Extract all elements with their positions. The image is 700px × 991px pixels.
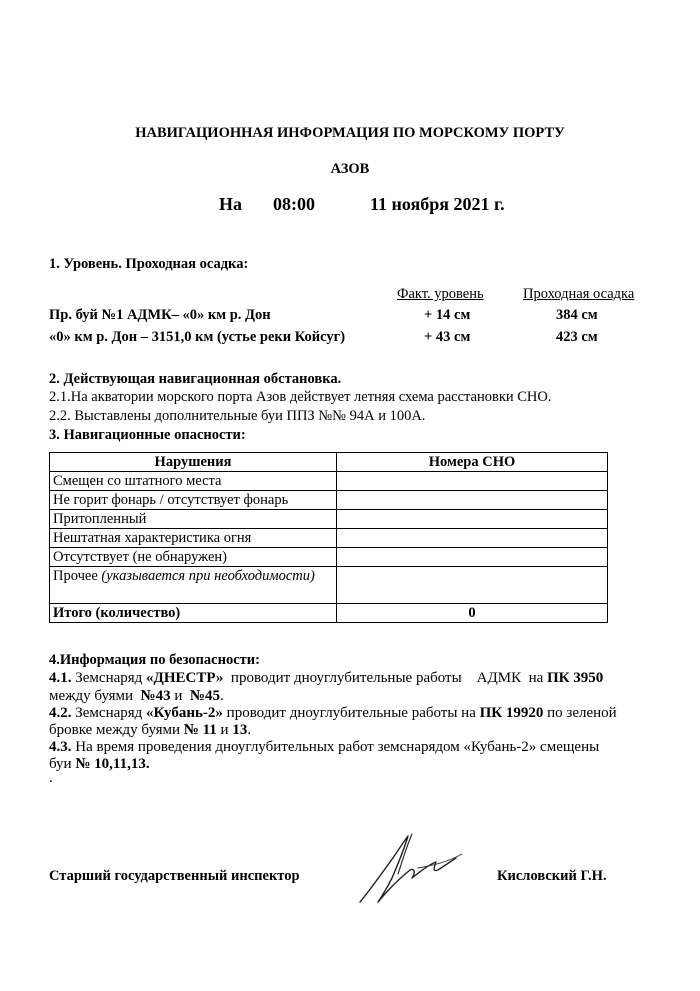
safety-item-4-3: 4.3. На время проведения дноуглубительных работ земснарядом «Кубань-2» смещены [49,739,600,755]
level-row-place: «0» км р. Дон – 3151,0 км (устье реки Койсуг) [49,329,346,345]
violation-label: Нештатная характеристика огня [50,529,337,548]
nav-situation-line: 2.1.На акватории морского порта Азов действует летняя схема расстановки СНО. [49,389,552,405]
section1-heading: 1. Уровень. Проходная осадка: [49,256,249,272]
total-label: Итого (количество) [50,604,337,623]
violation-value [337,491,608,510]
inspector-position: Старший государственный инспектор [49,868,300,884]
section4-heading: 4.Информация по безопасности: [49,652,260,668]
signature-image [352,828,472,908]
date-line [219,194,505,215]
safety-item-4-3-cont: буи № 10,11,13. [49,756,150,772]
table-row [50,491,608,510]
other-note: (указывается при необходимости) [101,568,315,584]
safety-item-4-2-cont: бровке между буями № 11 и 13. [49,722,252,738]
table-row [50,529,608,548]
table-header-row [50,453,608,472]
report-date: 11 ноября 2021 г. [370,194,505,214]
violation-label: Отсутствует (не обнаружен) [50,548,337,567]
port-name: АЗОВ [330,161,370,177]
violation-other [50,567,337,604]
report-time: 08:00 [273,194,316,214]
violation-value [337,510,608,529]
col-violations: Нарушения [50,453,337,472]
level-row-place: Пр. буй №1 АДМК– «0» км р. Дон [49,307,271,323]
table-total-row [50,604,608,623]
safety-item-4-2: 4.2. Земснаряд «Кубань-2» проводит дноуглубительные работы на ПК 19920 по зеленой [49,705,617,721]
safety-item-4-1-cont: между буями №43 и №45. [49,688,224,704]
section2-heading: 2. Действующая навигационная обстановка. [49,371,342,387]
date-prefix: На [219,194,243,214]
safety-item-4-1: 4.1. Земснаряд «ДНЕСТР» проводит дноуглубительные работы АДМК на ПК 3950 [49,670,604,686]
col-sno-numbers: Номера СНО [337,453,608,472]
level-row-draft: 423 см [556,329,598,345]
level-row-value: + 43 см [424,329,471,345]
violation-value [337,567,608,604]
level-row-value: + 14 см [424,307,471,323]
document-title: НАВИГАЦИОННАЯ ИНФОРМАЦИЯ ПО МОРСКОМУ ПОРТУ [135,125,565,141]
col-draft: Проходная осадка [523,286,635,302]
other-label: Прочее [53,568,102,584]
violation-label: Притопленный [50,510,337,529]
table-row [50,548,608,567]
nav-situation-line: 2.2. Выставлены дополнительные буи ППЗ №№ 94А и 100А. [49,408,426,424]
table-row-other [50,567,608,604]
inspector-name: Кисловский Г.Н. [497,868,607,884]
violation-value [337,472,608,491]
hazards-table [49,452,608,623]
table-row [50,510,608,529]
violation-label: Смещен со штатного места [50,472,337,491]
violation-label: Не горит фонарь / отсутствует фонарь [50,491,337,510]
section3-heading: 3. Навигационные опасности: [49,427,246,443]
violation-value [337,529,608,548]
col-actual-level: Факт. уровень [397,286,484,302]
total-value: 0 [337,604,608,623]
table-row [50,472,608,491]
trailing-dot: . [49,770,53,786]
violation-value [337,548,608,567]
level-row-draft: 384 см [556,307,598,323]
